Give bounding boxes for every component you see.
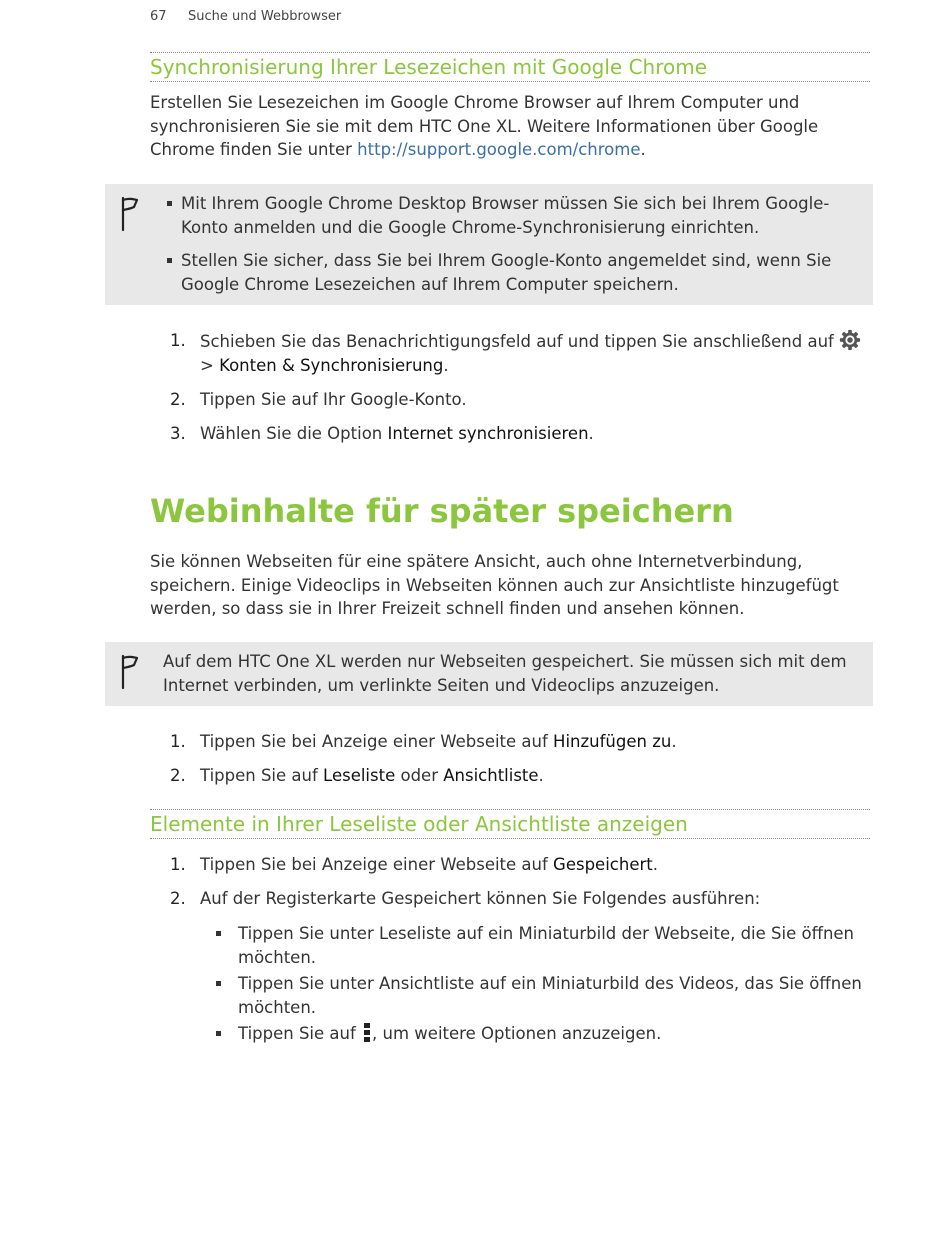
- step-end: .: [588, 423, 594, 443]
- step-item: [170, 853, 870, 877]
- step-item: [170, 329, 870, 377]
- flag-icon: [119, 196, 141, 232]
- heading-rule-bottom: [150, 81, 870, 82]
- sync-intro-text: Erstellen Sie Lesezeichen im Google Chrome Browser auf Ihrem Computer und synchronisieren Sie sie mit dem HTC One XL. Weitere Informationen über Google Chrome finden Sie unter: [150, 93, 819, 159]
- support-link[interactable]: http://support.google.com/chrome: [357, 140, 641, 159]
- step-text: Tippen Sie auf Ihr Google-Konto.: [200, 389, 467, 409]
- step-item: [170, 887, 870, 911]
- step-item: [170, 388, 870, 412]
- section-heading-sync: Synchronisierung Ihrer Lesezeichen mit Google Chrome: [150, 55, 708, 79]
- list-item: Mit Ihrem Google Chrome Desktop Browser müssen Sie sich bei Ihrem Google-Konto anmelden und die Google Chrome-Synchronisierung einrichten.: [167, 192, 857, 239]
- step-end: .: [443, 355, 449, 375]
- step-text: Auf der Registerkarte Gespeichert können Sie Folgendes ausführen:: [200, 889, 761, 908]
- flag-icon: [119, 654, 141, 690]
- note-box-save: [105, 642, 873, 706]
- note-box-sync: [105, 184, 873, 305]
- step-term: Leseliste: [323, 766, 396, 785]
- step-term: Hinzufügen zu: [553, 732, 672, 751]
- step-item: [170, 422, 870, 446]
- heading-rule-bottom: [150, 838, 870, 839]
- note-text: Auf dem HTC One XL werden nur Webseiten gespeichert. Sie müssen sich mit dem Internet verbinden, um verlinkte Seiten und Videoclips anzuzeigen.: [163, 652, 847, 695]
- step-text: Wählen Sie die Option: [200, 423, 388, 443]
- step-text: Schieben Sie das Benachrichtigungsfeld auf und tippen Sie anschließend auf: [200, 332, 834, 351]
- gear-icon: [839, 329, 861, 351]
- section-heading-view-list: Elemente in Ihrer Leseliste oder Ansichtliste anzeigen: [150, 812, 688, 836]
- step-text: Tippen Sie bei Anzeige einer Webseite auf: [200, 855, 554, 874]
- step-number: 2.: [170, 766, 186, 785]
- step-term: Konten & Synchronisierung: [219, 355, 444, 375]
- list-item: [216, 1022, 876, 1046]
- step-number: 2.: [170, 389, 186, 409]
- view-steps: [170, 853, 870, 921]
- list-item: Tippen Sie unter Leseliste auf ein Miniaturbild der Webseite, die Sie öffnen möchten.: [216, 922, 876, 970]
- step-number: 2.: [170, 889, 186, 908]
- step-text: Tippen Sie bei Anzeige einer Webseite auf: [200, 732, 554, 751]
- list-item-text: Tippen Sie auf: [238, 1024, 362, 1043]
- step-number: 1.: [170, 732, 186, 751]
- list-item: Tippen Sie unter Ansichtliste auf ein Miniaturbild des Videos, das Sie öffnen möchten.: [216, 972, 876, 1020]
- step-text-prefix: >: [200, 355, 220, 375]
- page-number: 67: [150, 9, 167, 24]
- step-number: 1.: [170, 855, 186, 874]
- step-term: Internet synchronisieren: [387, 423, 589, 443]
- note-list: [167, 192, 857, 306]
- step-number: 1.: [170, 331, 186, 350]
- save-steps: [170, 730, 870, 798]
- heading-rule-top: [150, 52, 870, 53]
- step-mid: oder: [395, 766, 444, 785]
- step-end: .: [652, 855, 658, 874]
- sync-intro: [150, 91, 870, 162]
- section-heading-save: Webinhalte für später speichern: [150, 492, 734, 530]
- sync-steps: [170, 329, 870, 456]
- step-term: Ansichtliste: [443, 766, 539, 785]
- step-end: .: [538, 766, 544, 785]
- chapter-title: Suche und Webbrowser: [188, 9, 342, 24]
- save-intro: Sie können Webseiten für eine spätere Ansicht, auch ohne Internetverbindung, speichern. Einige Videoclips in Webseiten können auch zur Ansichtliste hinzugefügt werden, so dass sie in Ihrer Freizeit schnell finden und ansehen können.: [150, 552, 839, 618]
- sync-intro-end: .: [640, 140, 646, 159]
- list-item: Stellen Sie sicher, dass Sie bei Ihrem Google-Konto angemeldet sind, wenn Sie Google Chrome Lesezeichen auf Ihrem Computer speichern.: [167, 249, 857, 296]
- step-number: 3.: [170, 423, 186, 443]
- step-end: .: [671, 732, 677, 751]
- step-item: [170, 730, 870, 754]
- heading-rule-top: [150, 809, 870, 810]
- step-item: [170, 764, 870, 788]
- page-header: [150, 9, 341, 24]
- saved-options-list: [216, 922, 876, 1048]
- step-text: Tippen Sie auf: [200, 766, 324, 785]
- more-vertical-icon: [364, 1023, 370, 1042]
- step-term: Gespeichert: [553, 855, 653, 874]
- list-item-text: , um weitere Optionen anzuzeigen.: [372, 1024, 662, 1043]
